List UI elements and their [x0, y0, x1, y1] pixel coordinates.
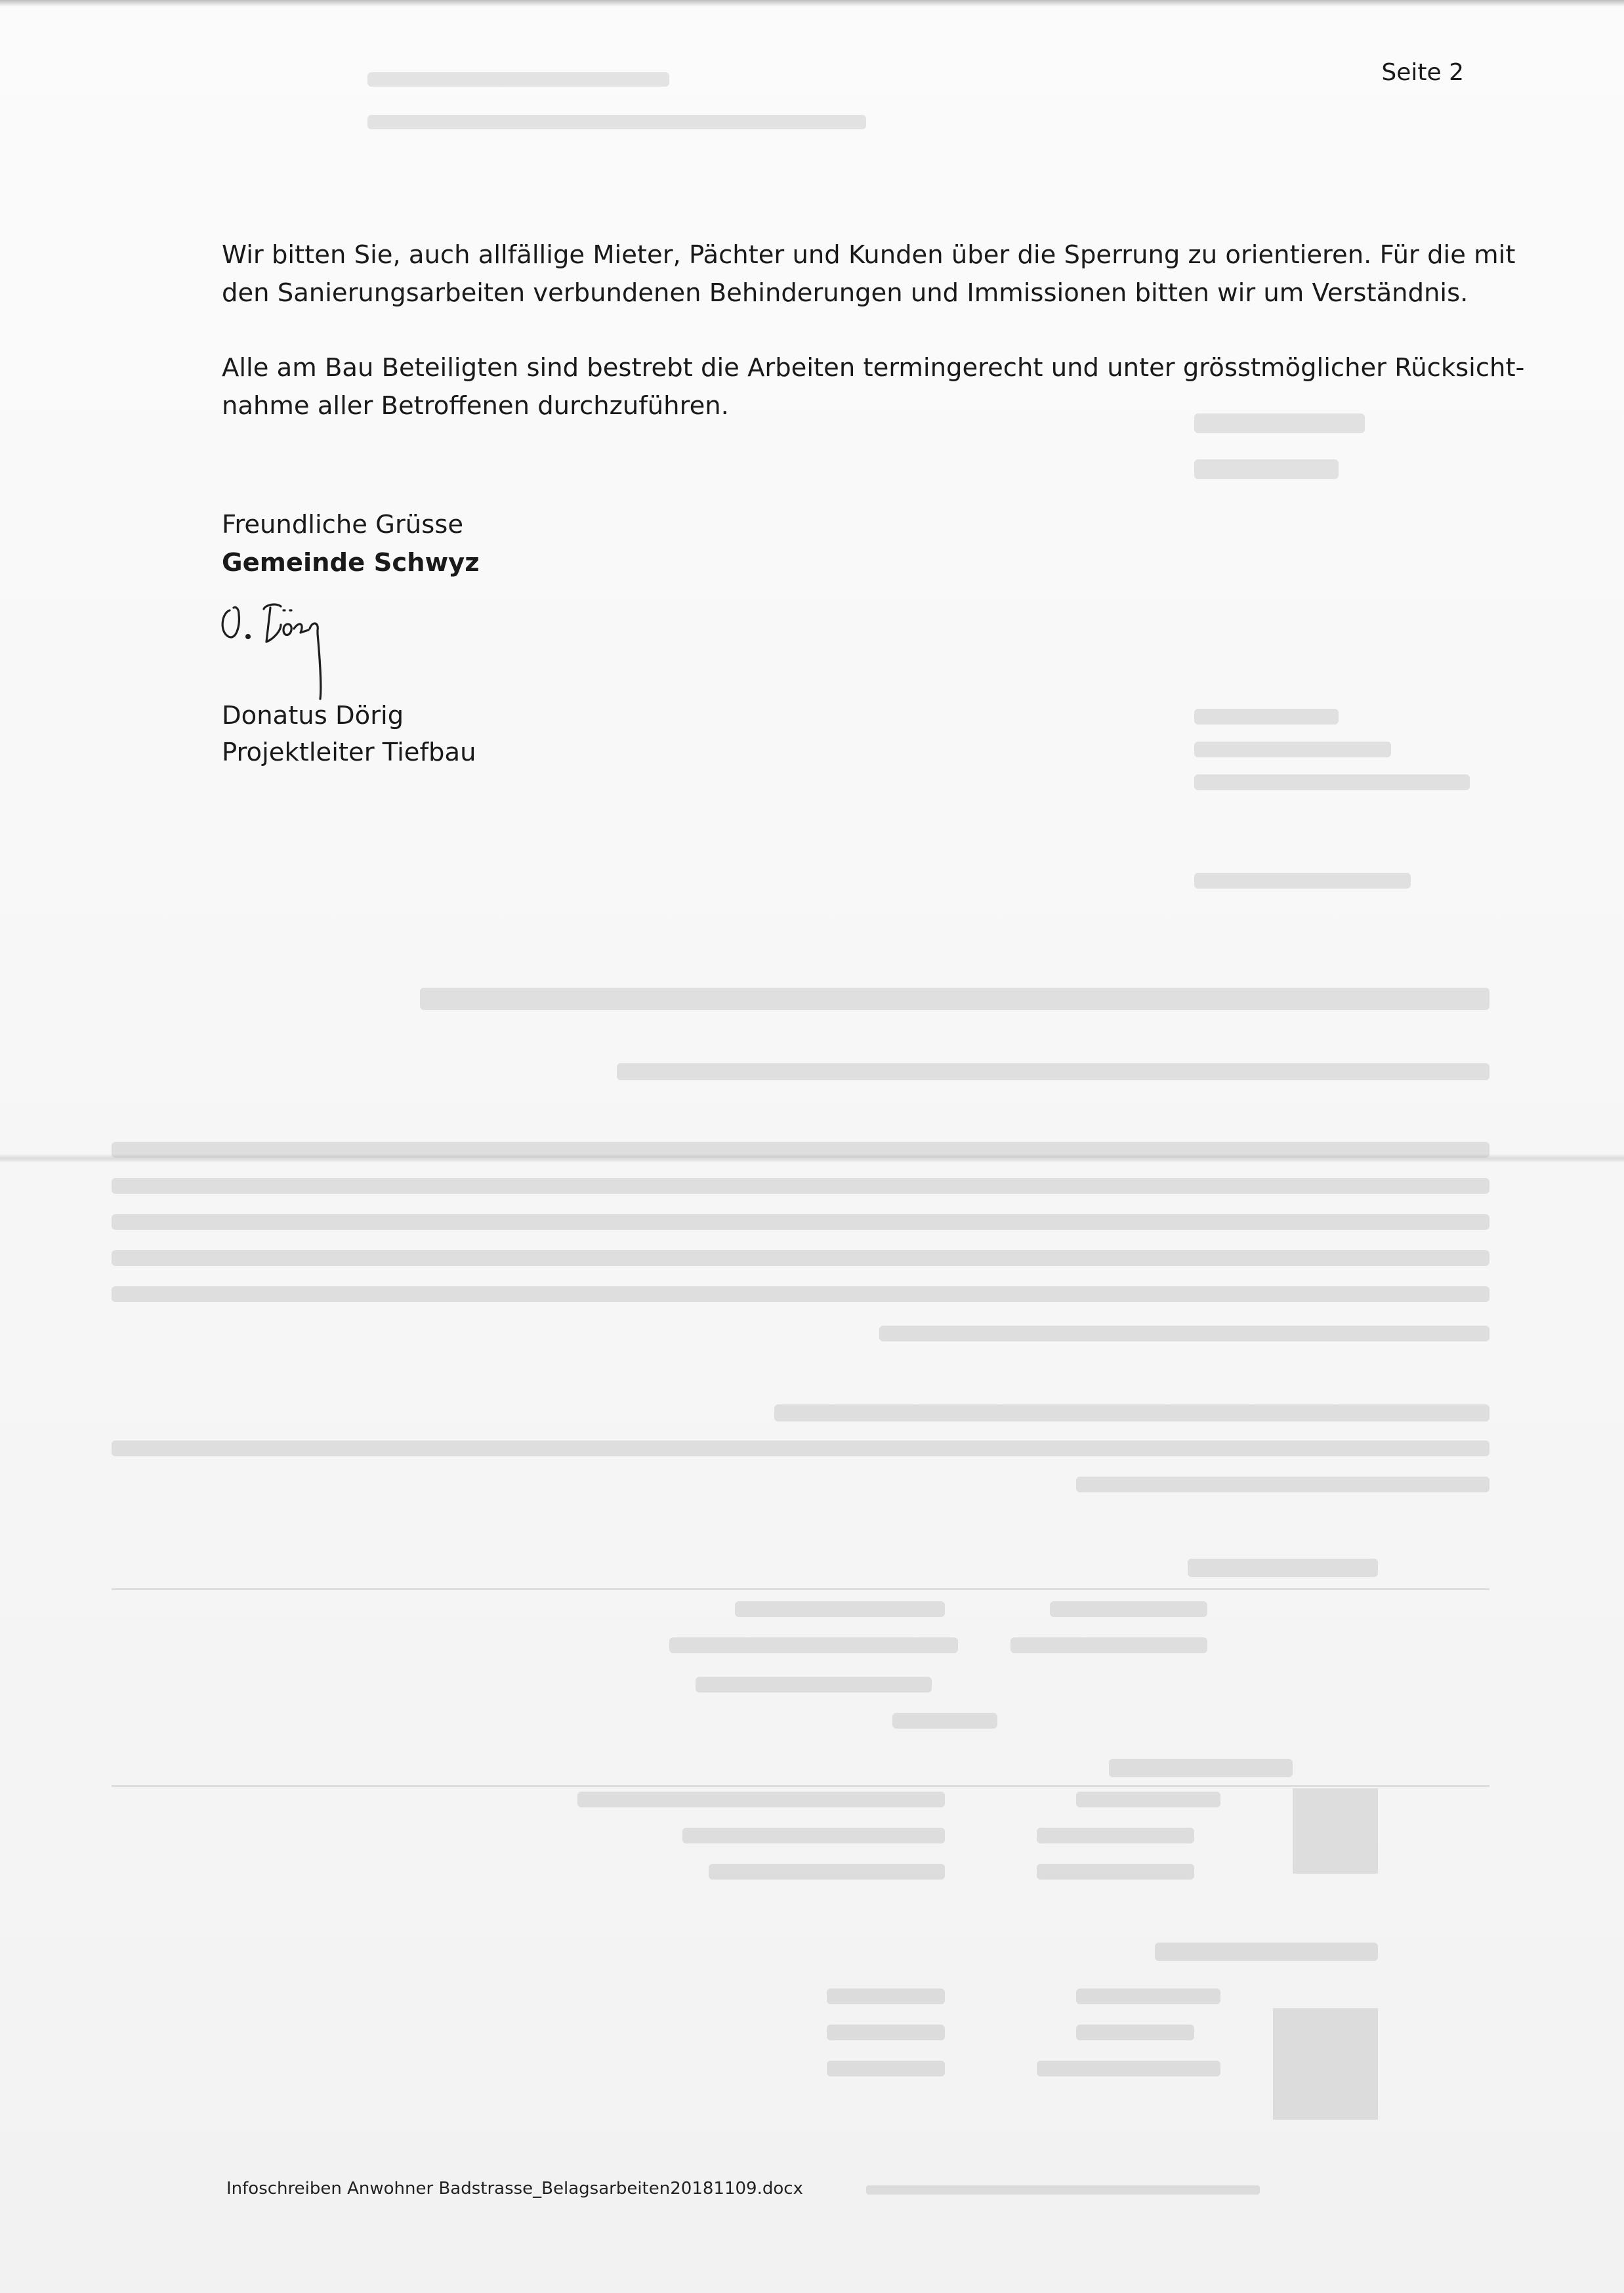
organization-name: Gemeinde Schwyz	[222, 548, 480, 578]
greeting: Freundliche Grüsse	[222, 510, 464, 539]
page-number: Seite 2	[1381, 59, 1464, 86]
signer-name: Donatus Dörig	[222, 701, 404, 730]
paper-fold-line	[0, 1154, 1624, 1163]
signer-block	[222, 698, 476, 771]
body-paragraph-tenants: Wir bitten Sie, auch allfällige Mieter, Pächter und Kunden über die Sperrung zu orientieren. Für die mit den Sanierungsarbeiten verbundenen Behinderungen und Immissionen bitten wir um Verständnis.	[222, 240, 1516, 308]
signer-role: Projektleiter Tiefbau	[222, 738, 476, 767]
body-paragraph-schedule: Alle am Bau Beteiligten sind bestrebt die Arbeiten termingerecht und unter grösstmöglicher Rücksicht-nahme aller Betroffenen durchzuführen.	[222, 353, 1525, 421]
handwritten-signature	[210, 591, 381, 702]
closing-block	[222, 506, 480, 582]
footer-filename: Infoschreiben Anwohner Badstrasse_Belagsarbeiten20181109.docx	[226, 2179, 803, 2198]
